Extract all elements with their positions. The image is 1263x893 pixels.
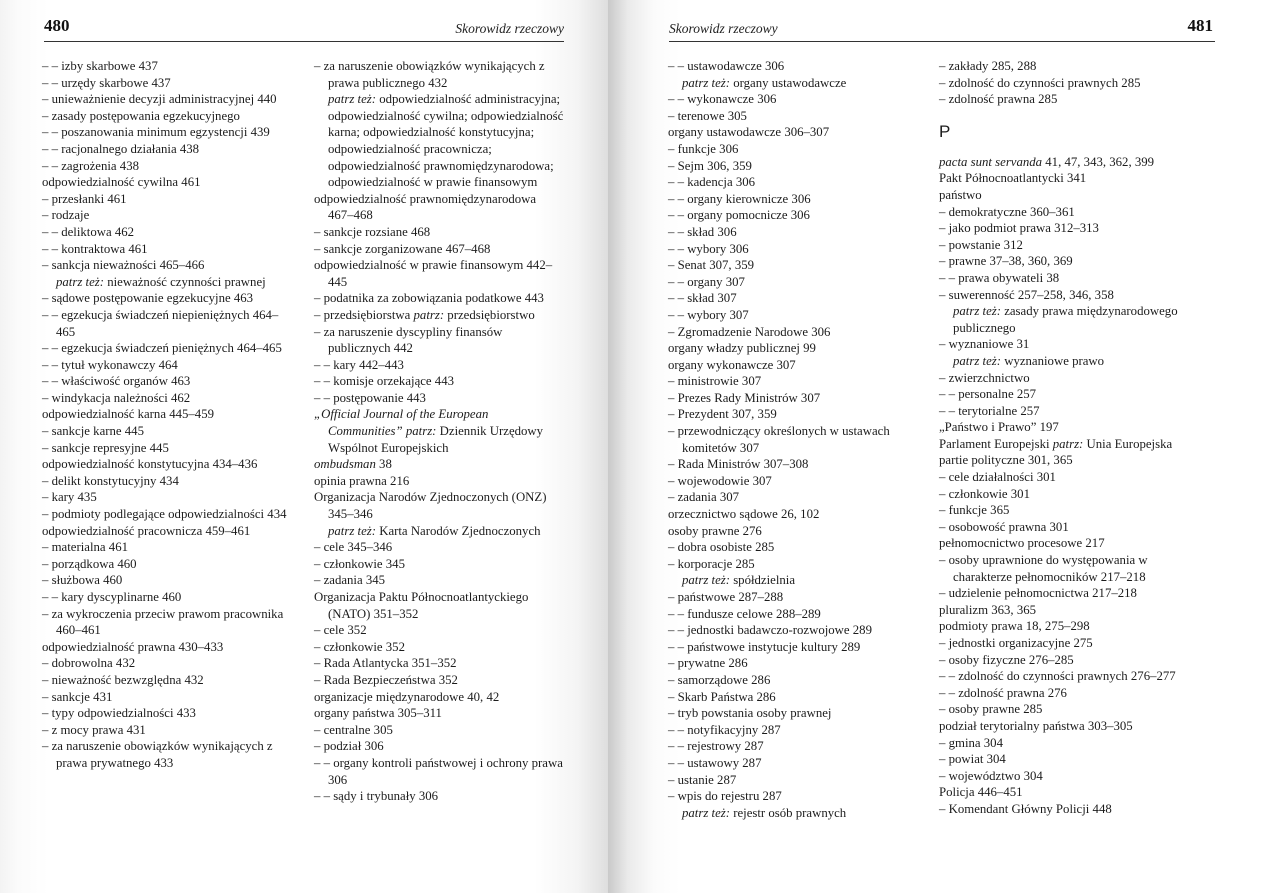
section-letter: P	[939, 121, 951, 141]
index-entry: – powstanie 312	[939, 237, 1023, 252]
index-entry: – Zgromadzenie Narodowe 306	[668, 324, 831, 339]
index-entry: – sankcje karne 445	[42, 424, 144, 439]
running-head: Skorowidz rzeczowy	[455, 21, 564, 36]
index-entry: – gmina 304	[939, 735, 1003, 750]
index-entry: – członkowie 345	[314, 556, 405, 571]
index-entry: – materialna 461	[42, 540, 128, 555]
index-entry: – sankcje 431	[42, 689, 113, 704]
index-entry: – nieważność bezwzględna 432	[42, 672, 204, 687]
index-entry: odpowiedzialność konstytucyjna 434–436	[42, 457, 258, 472]
index-entry: odpowiedzialność karna 445–459	[42, 407, 215, 422]
index-entry: – zasady postępowania egzekucyjnego	[42, 108, 240, 123]
index-entry: Policja 446–451	[939, 785, 1023, 800]
index-entry: – demokratyczne 360–361	[939, 204, 1075, 219]
index-entry: – za naruszenie dyscypliny finansów publicznych 442	[314, 324, 503, 356]
running-head: Skorowidz rzeczowy	[669, 21, 778, 36]
index-entry: – członkowie 352	[314, 639, 405, 654]
index-entry: – korporacje 285	[668, 556, 755, 571]
index-entry: – – jednostki badawczo-rozwojowe 289	[668, 623, 872, 638]
index-entry: – – ustawodawcze 306	[668, 59, 785, 73]
index-column-2	[314, 58, 564, 805]
index-entry: – terenowe 305	[668, 108, 747, 123]
index-cross-reference: patrz też: rejestr osób prawnych	[682, 805, 847, 820]
index-entry: – Rada Atlantycka 351–352	[314, 656, 457, 671]
index-entry: organizacje międzynarodowe 40, 42	[314, 689, 500, 704]
index-entry: – zadania 307	[668, 490, 740, 505]
index-entry: – jako podmiot prawa 312–313	[939, 221, 1099, 236]
header-rule	[44, 41, 564, 42]
index-entry: – – kontraktowa 461	[42, 241, 148, 256]
index-entry: odpowiedzialność cywilna 461	[42, 175, 201, 190]
index-entry: – Senat 307, 359	[668, 258, 755, 273]
index-entry: podmioty prawa 18, 275–298	[939, 619, 1090, 634]
index-entry: – – rejestrowy 287	[668, 739, 764, 754]
index-entry: – rodzaje	[42, 208, 90, 223]
index-entry: – Prezes Rady Ministrów 307	[668, 390, 821, 405]
index-entry: organy ustawodawcze 306–307	[668, 125, 830, 140]
index-entry: – funkcje 306	[668, 141, 739, 156]
index-entry: – zdolność do czynności prawnych 285	[939, 75, 1141, 90]
index-entry: – cele działalności 301	[939, 470, 1056, 485]
index-entry: – podmioty podlegające odpowiedzialności 434	[42, 507, 287, 522]
index-entry: – przesłanki 461	[42, 191, 127, 206]
index-entry: odpowiedzialność prawna 430–433	[42, 639, 224, 654]
index-entry: organy wykonawcze 307	[668, 357, 796, 372]
index-entry: – państwowe 287–288	[668, 590, 784, 604]
index-entry: partie polityczne 301, 365	[939, 453, 1073, 468]
index-entry: – wpis do rejestru 287	[668, 789, 782, 804]
index-entry: osoby prawne 276	[668, 523, 762, 538]
index-entry: – – właściwość organów 463	[42, 374, 191, 389]
index-entry: – – kadencja 306	[668, 175, 756, 190]
right-page	[608, 0, 1263, 893]
index-entry: – Rada Ministrów 307–308	[668, 457, 809, 472]
page-number: 481	[1187, 16, 1213, 35]
index-entry: – Rada Bezpieczeństwa 352	[314, 672, 458, 687]
index-cross-reference: patrz też: spółdzielnia	[682, 573, 796, 588]
index-entry: – podział 306	[314, 739, 384, 754]
index-entry: – udzielenie pełnomocnictwa 217–218	[939, 586, 1137, 601]
index-entry: ombudsman 38	[314, 457, 392, 472]
index-entry: – sankcja nieważności 465–466	[42, 258, 205, 273]
index-cross-reference: patrz też: wyznaniowe prawo	[953, 353, 1105, 368]
index-entry: – – organy 307	[668, 274, 745, 289]
index-entry: – – komisje orzekające 443	[314, 374, 455, 389]
index-entry: – wojewodowie 307	[668, 473, 772, 488]
index-entry: pluralizm 363, 365	[939, 602, 1037, 617]
index-entry: – osoby fizyczne 276–285	[939, 652, 1074, 667]
index-entry: – – notyfikacyjny 287	[668, 722, 781, 737]
index-entry: – sankcje zorganizowane 467–468	[314, 241, 491, 256]
index-column-2	[939, 58, 1197, 818]
index-entry: Organizacja Paktu Północnoatlantyckiego (NATO) 351–352	[314, 590, 529, 621]
index-entry: podział terytorialny państwa 303–305	[939, 718, 1133, 733]
index-entry: – zakłady 285, 288	[939, 59, 1037, 73]
index-entry: – – urzędy skarbowe 437	[42, 75, 171, 90]
index-entry: odpowiedzialność pracownicza 459–461	[42, 523, 251, 538]
index-entry: – – wybory 307	[668, 307, 749, 322]
index-entry: – – skład 306	[668, 224, 737, 239]
index-entry: – za naruszenie obowiązków wynikających z prawa prywatnego 433	[42, 739, 273, 770]
left-page	[0, 0, 608, 893]
index-entry: – Prezydent 307, 359	[668, 407, 777, 422]
index-column-1	[668, 58, 920, 821]
index-entry: – – zdolność prawna 276	[939, 685, 1067, 700]
index-entry: pacta sunt servanda 41, 47, 343, 362, 399	[939, 154, 1155, 169]
index-entry: – służbowa 460	[42, 573, 123, 588]
index-entry: – – personalne 257	[939, 387, 1037, 402]
index-entry: – – deliktowa 462	[42, 224, 135, 239]
index-entry: organy władzy publicznej 99	[668, 341, 816, 356]
page-number: 480	[44, 16, 70, 35]
index-entry: – zwierzchnictwo	[939, 370, 1030, 385]
index-entry: – porządkowa 460	[42, 556, 137, 571]
index-entry: – – egzekucja świadczeń niepieniężnych 464–465	[42, 307, 279, 339]
index-entry: – – racjonalnego działania 438	[42, 141, 200, 156]
index-entry: – z mocy prawa 431	[42, 722, 146, 737]
index-entry: – podatnika za zobowiązania podatkowe 443	[314, 291, 544, 306]
index-entry: – – organy pomocnicze 306	[668, 208, 810, 223]
index-entry: – osoby uprawnione do występowania w charakterze pełnomocników 217–218	[939, 553, 1148, 584]
index-entry: organy państwa 305–311	[314, 706, 442, 721]
index-entry: pełnomocnictwo procesowe 217	[939, 536, 1105, 551]
index-entry: – – wykonawcze 306	[668, 92, 777, 107]
index-entry: „Official Journal of the European Communities” patrz: Dziennik Urzędowy Wspólnot Europejskich	[314, 407, 544, 455]
index-entry: – członkowie 301	[939, 486, 1030, 501]
index-entry: – województwo 304	[939, 768, 1043, 783]
index-entry: – osoby prawne 285	[939, 702, 1043, 717]
index-entry: – przewodniczący określonych w ustawach komitetów 307	[668, 424, 890, 455]
index-entry: – samorządowe 286	[668, 672, 771, 687]
index-entry: Parlament Europejski patrz: Unia Europejska	[939, 436, 1173, 451]
index-entry: – – państwowe instytucje kultury 289	[668, 639, 861, 654]
index-entry: – Skarb Państwa 286	[668, 689, 776, 704]
index-entry: – cele 352	[314, 623, 367, 638]
index-entry: – sankcje represyjne 445	[42, 440, 169, 455]
index-entry: – – wybory 306	[668, 241, 749, 256]
index-entry: opinia prawna 216	[314, 473, 410, 488]
index-entry: – typy odpowiedzialności 433	[42, 706, 196, 721]
index-entry: – – sądy i trybunały 306	[314, 789, 439, 804]
index-cross-reference: patrz też: odpowiedzialność administracyjna; odpowiedzialność cywilna; odpowiedzialność karna; odpowiedzialność konstytucyjna; odpowiedzialność pracownicza; odpowiedzialność prawnomiędzynarodowa; odpowiedzialność w prawie finansowym	[328, 92, 564, 190]
index-entry: – – zagrożenia 438	[42, 158, 140, 173]
index-entry: – suwerenność 257–258, 346, 358	[939, 287, 1114, 302]
index-entry: – – kary dyscyplinarne 460	[42, 590, 182, 604]
index-entry: – zadania 345	[314, 573, 386, 588]
index-column-1	[42, 58, 294, 772]
index-entry: odpowiedzialność w prawie finansowym 442–445	[314, 258, 553, 289]
index-cross-reference: patrz też: Karta Narodów Zjednoczonych	[328, 523, 541, 538]
index-entry: – dobra osobiste 285	[668, 540, 775, 555]
index-entry: – – organy kontroli państwowej i ochrony prawa 306	[314, 755, 563, 787]
index-cross-reference: patrz też: nieważność czynności prawnej	[56, 274, 266, 289]
index-entry: – cele 345–346	[314, 540, 393, 555]
index-entry: – funkcje 365	[939, 503, 1010, 518]
index-entry: – za naruszenie obowiązków wynikających z prawa publicznego 432	[314, 59, 545, 90]
index-entry: państwo	[939, 187, 982, 202]
index-entry: – Sejm 306, 359	[668, 158, 752, 173]
header-rule	[669, 41, 1215, 42]
index-entry: – wyznaniowe 31	[939, 337, 1030, 352]
index-entry: – kary 435	[42, 490, 97, 505]
index-entry: – – prawa obywateli 38	[939, 270, 1060, 285]
index-entry: – powiat 304	[939, 752, 1006, 767]
index-entry: – – kary 442–443	[314, 357, 404, 372]
index-entry: Pakt Północnoatlantycki 341	[939, 171, 1087, 186]
index-entry: – – postępowanie 443	[314, 390, 426, 405]
index-cross-reference: patrz też: organy ustawodawcze	[682, 75, 847, 90]
index-entry: – prywatne 286	[668, 656, 748, 671]
index-entry: Organizacja Narodów Zjednoczonych (ONZ) 345–346	[314, 490, 547, 522]
index-entry: – windykacja należności 462	[42, 390, 191, 405]
index-cross-reference: patrz też: zasady prawa międzynarodowego publicznego	[953, 304, 1178, 335]
index-entry: – za wykroczenia przeciw prawom pracownika 460–461	[42, 606, 284, 638]
index-entry: odpowiedzialność prawnomiędzynarodowa 467–468	[314, 191, 537, 223]
index-entry: „Państwo i Prawo” 197	[939, 420, 1059, 435]
index-entry: – zdolność prawna 285	[939, 92, 1058, 107]
index-entry: – – egzekucja świadczeń pieniężnych 464–465	[42, 341, 282, 356]
index-entry: – – terytorialne 257	[939, 403, 1040, 418]
index-entry: – sądowe postępowanie egzekucyjne 463	[42, 291, 254, 306]
index-entry: – – skład 307	[668, 291, 737, 306]
index-entry: – – tytuł wykonawczy 464	[42, 357, 178, 372]
index-entry: – – fundusze celowe 288–289	[668, 606, 821, 621]
index-entry: – – organy kierownicze 306	[668, 191, 811, 206]
index-entry: – osobowość prawna 301	[939, 519, 1069, 534]
index-entry: – tryb powstania osoby prawnej	[668, 706, 832, 721]
index-entry: – przedsiębiorstwa patrz: przedsiębiorstwo	[314, 307, 535, 322]
index-entry: – sankcje rozsiane 468	[314, 224, 431, 239]
index-entry: – prawne 37–38, 360, 369	[939, 254, 1073, 269]
index-entry: – – poszanowania minimum egzystencji 439	[42, 125, 270, 140]
index-entry: – – izby skarbowe 437	[42, 59, 158, 73]
index-entry: – delikt konstytucyjny 434	[42, 473, 179, 488]
index-entry: – Komendant Główny Policji 448	[939, 801, 1112, 816]
index-entry: – jednostki organizacyjne 275	[939, 636, 1093, 650]
index-entry: – unieważnienie decyzji administracyjnej 440	[42, 92, 277, 107]
index-entry: – dobrowolna 432	[42, 656, 136, 671]
index-entry: – ustanie 287	[668, 772, 737, 787]
index-entry: – centralne 305	[314, 722, 393, 737]
index-entry: – – ustawowy 287	[668, 755, 762, 770]
index-entry: – ministrowie 307	[668, 374, 762, 389]
index-entry: orzecznictwo sądowe 26, 102	[668, 507, 820, 522]
index-entry: – – zdolność do czynności prawnych 276–277	[939, 669, 1176, 684]
